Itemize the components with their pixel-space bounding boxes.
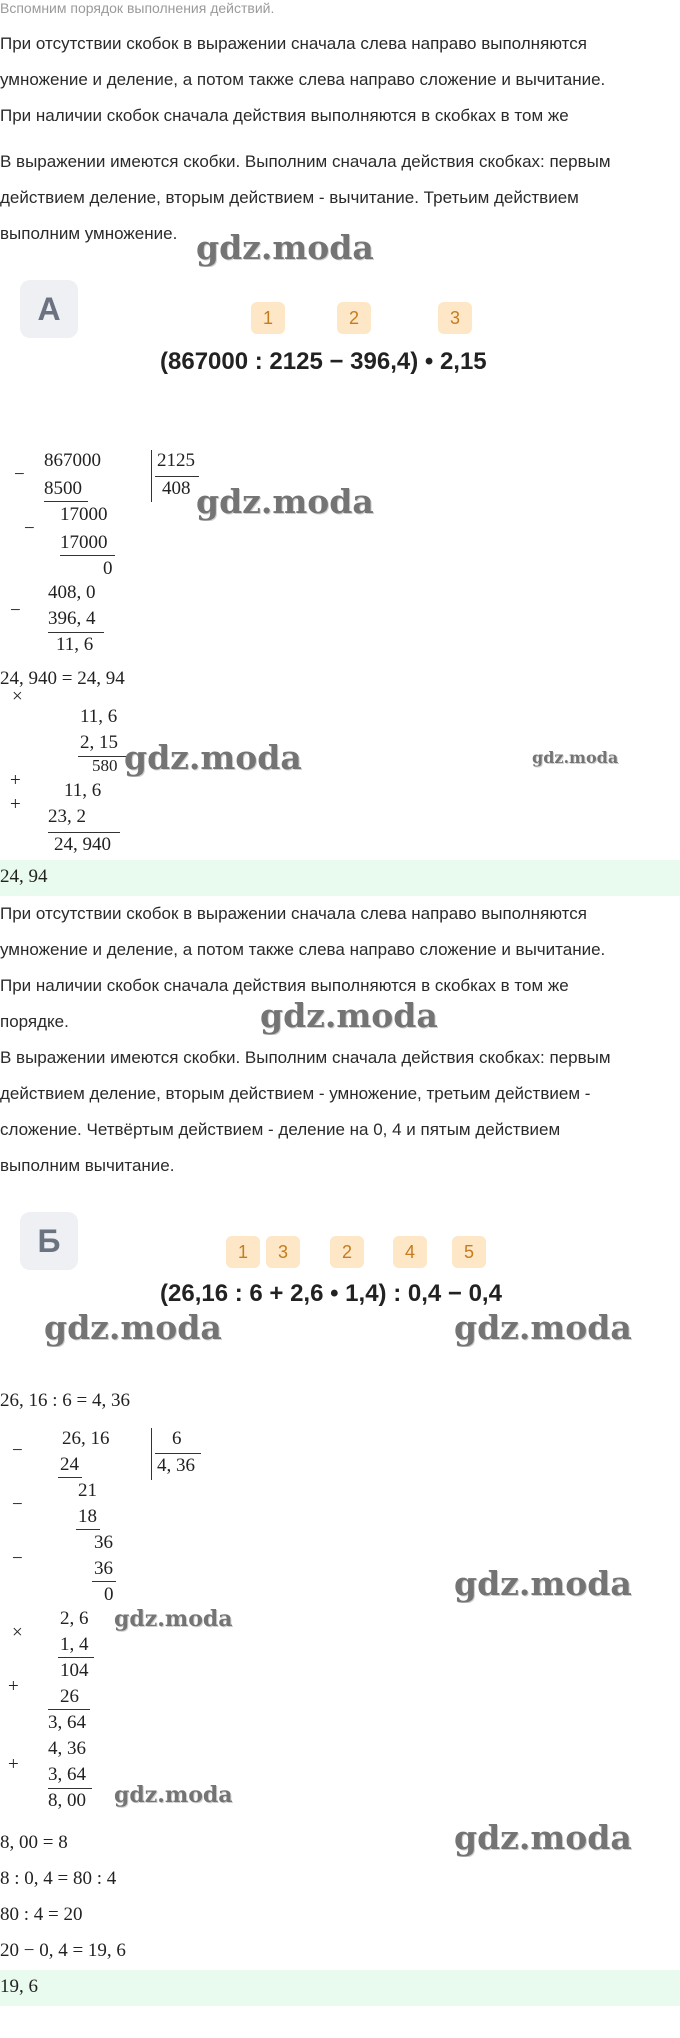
expression-a: (867000 : 2125 − 396,4) • 2,15 bbox=[160, 348, 487, 375]
subtrahend: 8500 bbox=[44, 478, 82, 499]
subtrahend: 24 bbox=[60, 1454, 79, 1475]
rule-b-line-2: умножение и деление, а потом также слева направо сложение и вычитание. bbox=[0, 940, 606, 959]
rule-line-1: При отсутствии скобок в выражении сначала слева направо выполняются bbox=[0, 34, 587, 53]
a-explain-2: действием деление, вторым действием - вычитание. Третьим действием bbox=[0, 188, 579, 207]
minus-sign: − bbox=[14, 464, 25, 485]
minus-sign: − bbox=[10, 600, 21, 621]
plus-sign: + bbox=[10, 770, 21, 791]
step-badge: 1 bbox=[251, 302, 285, 334]
equation-3: 8 : 0, 4 = 80 : 4 bbox=[0, 1868, 117, 1889]
watermark: gdz.moda bbox=[44, 1308, 222, 1347]
partial-product: 104 bbox=[60, 1660, 89, 1681]
factor: 11, 6 bbox=[80, 706, 118, 727]
underline bbox=[58, 1477, 82, 1478]
subtrahend: 18 bbox=[78, 1506, 97, 1527]
subtrahend: 396, 4 bbox=[48, 608, 96, 629]
subtrahend: 36 bbox=[94, 1558, 113, 1579]
dividend: 26, 16 bbox=[62, 1428, 110, 1449]
underline bbox=[48, 1788, 92, 1789]
minus-sign: − bbox=[24, 518, 35, 539]
times-sign: × bbox=[12, 686, 23, 707]
division-bar bbox=[151, 1428, 152, 1480]
addend: 3, 64 bbox=[48, 1764, 86, 1785]
b-explain-3: сложение. Четвёртым действием - деление на 0, 4 и пятым действием bbox=[0, 1120, 561, 1139]
underline bbox=[60, 555, 115, 556]
remainder: 17000 bbox=[60, 504, 108, 525]
underline bbox=[92, 1581, 116, 1582]
rule-line-2: умножение и деление, а потом также слева направо сложение и вычитание. bbox=[0, 70, 606, 89]
b-explain-1: В выражении имеются скобки. Выполним сначала действия скобках: первым bbox=[0, 1048, 611, 1067]
remainder: 36 bbox=[94, 1532, 113, 1553]
partial-product: 26 bbox=[60, 1686, 79, 1707]
minus-sign: − bbox=[12, 1494, 23, 1515]
watermark: gdz.moda bbox=[454, 1564, 632, 1603]
product: 24, 940 bbox=[54, 834, 111, 855]
divisor: 6 bbox=[172, 1428, 182, 1449]
factor: 2, 15 bbox=[80, 732, 118, 753]
equation-5: 20 − 0, 4 = 19, 6 bbox=[0, 1940, 126, 1961]
partial-product: 23, 2 bbox=[48, 806, 86, 827]
step-badge: 3 bbox=[266, 1236, 300, 1268]
divisor: 2125 bbox=[157, 450, 195, 471]
watermark: gdz.moda bbox=[260, 996, 438, 1035]
watermark: gdz.moda bbox=[532, 748, 619, 767]
step-badge: 2 bbox=[330, 1236, 364, 1268]
expression-b: (26,16 : 6 + 2,6 • 1,4) : 0,4 − 0,4 bbox=[160, 1280, 502, 1307]
factor: 2, 6 bbox=[60, 1608, 89, 1629]
quotient: 408 bbox=[162, 478, 191, 499]
underline bbox=[76, 1529, 100, 1530]
times-sign: × bbox=[12, 1622, 23, 1643]
plus-sign: + bbox=[10, 794, 21, 815]
product: 3, 64 bbox=[48, 1712, 86, 1733]
step-badge: 1 bbox=[226, 1236, 260, 1268]
partial-product: 11, 6 bbox=[64, 780, 102, 801]
dividend: 867000 bbox=[44, 450, 101, 471]
sum: 8, 00 bbox=[48, 1790, 86, 1811]
minuend: 408, 0 bbox=[48, 582, 96, 603]
underline bbox=[44, 501, 88, 502]
subtrahend: 17000 bbox=[60, 532, 108, 553]
watermark: gdz.moda bbox=[196, 228, 374, 267]
equation-4: 80 : 4 = 20 bbox=[0, 1904, 83, 1925]
a-explain-1: В выражении имеются скобки. Выполним сначала действия скобках: первым bbox=[0, 152, 611, 171]
remainder: 0 bbox=[104, 1584, 114, 1605]
rule-b-line-3: При наличии скобок сначала действия выполняются в скобках в том же bbox=[0, 976, 569, 995]
watermark: gdz.moda bbox=[124, 738, 302, 777]
rule-b-line-1: При отсутствии скобок в выражении сначала слева направо выполняются bbox=[0, 904, 587, 923]
step-badge: 5 bbox=[452, 1236, 486, 1268]
divisor-line bbox=[155, 476, 199, 477]
minus-sign: − bbox=[12, 1440, 23, 1461]
watermark: gdz.moda bbox=[114, 1606, 233, 1632]
watermark: gdz.moda bbox=[454, 1818, 632, 1857]
remainder: 21 bbox=[78, 1480, 97, 1501]
underline bbox=[58, 1657, 94, 1658]
answer-bar-a bbox=[0, 860, 680, 896]
b-explain-4: выполним вычитание. bbox=[0, 1156, 175, 1175]
equality: 24, 940 = 24, 94 bbox=[0, 668, 125, 689]
equation-2: 8, 00 = 8 bbox=[0, 1832, 68, 1853]
step-badge: 3 bbox=[438, 302, 472, 334]
section-letter-b: Б bbox=[20, 1212, 78, 1270]
watermark: gdz.moda bbox=[196, 482, 374, 521]
divisor-line bbox=[155, 1453, 201, 1454]
answer-a: 24, 94 bbox=[0, 866, 48, 887]
addend: 4, 36 bbox=[48, 1738, 86, 1759]
difference: 11, 6 bbox=[56, 634, 94, 655]
intro-text: Вспомним порядок выполнения действий. bbox=[0, 0, 275, 16]
watermark: gdz.moda bbox=[114, 1782, 233, 1808]
partial-product: 580 bbox=[92, 756, 118, 775]
a-explain-3: выполним умножение. bbox=[0, 224, 178, 243]
plus-sign: + bbox=[8, 1676, 19, 1697]
quotient: 4, 36 bbox=[157, 1455, 195, 1476]
plus-sign: + bbox=[8, 1754, 19, 1775]
rule-b-line-4: порядке. bbox=[0, 1012, 69, 1031]
watermark: gdz.moda bbox=[454, 1308, 632, 1347]
factor: 1, 4 bbox=[60, 1634, 89, 1655]
b-explain-2: действием деление, вторым действием - умножение, третьим действием - bbox=[0, 1084, 591, 1103]
step-badge: 4 bbox=[393, 1236, 427, 1268]
division-bar bbox=[151, 450, 152, 502]
section-letter-a: А bbox=[20, 280, 78, 338]
answer-bar-b bbox=[0, 1970, 680, 2006]
underline bbox=[48, 832, 120, 833]
rule-line-3: При наличии скобок сначала действия выполняются в скобках в том же bbox=[0, 106, 569, 125]
answer-b: 19, 6 bbox=[0, 1976, 38, 1997]
underline bbox=[48, 632, 104, 633]
equation-1: 26, 16 : 6 = 4, 36 bbox=[0, 1390, 130, 1411]
remainder: 0 bbox=[103, 558, 113, 579]
underline bbox=[48, 1709, 90, 1710]
minus-sign: − bbox=[12, 1548, 23, 1569]
step-badge: 2 bbox=[337, 302, 371, 334]
